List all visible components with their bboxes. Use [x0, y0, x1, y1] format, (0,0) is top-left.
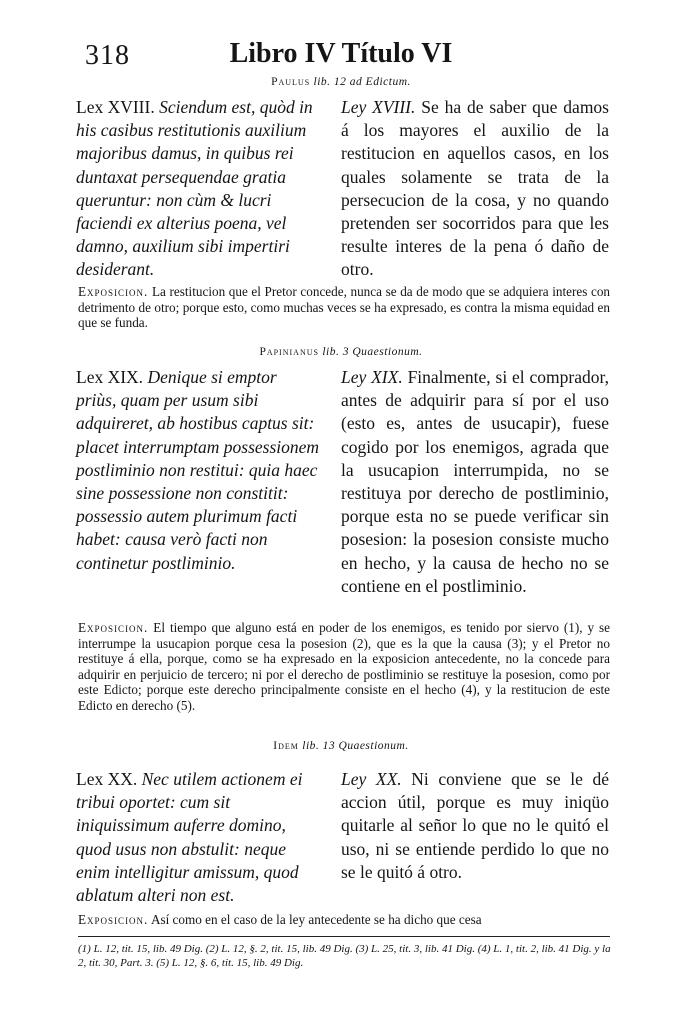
exposition-paragraph: [78, 912, 610, 928]
exposition-text: El tiempo que alguno está en poder de los enemigos, es tenido por siervo (1), y se interrumpe la usucapion porque cesa la posesion (2), que es la que la causa (3); y el Pretor no restituye á ella, porque, como se ha expresado en la exposicion antecedente, no la concede para adquirir en perjuicio de tercero; ni por el derecho de postliminio se restituye la posesion, como por este Edicto; porque este derecho principalmente consiste en el hecho (4), y la restitucion de este Edicto en derecho (5).: [78, 620, 611, 713]
spanish-column: [341, 366, 609, 598]
exposition-label: Exposicion.: [78, 284, 149, 299]
source-work: lib. 3 Quaestionum.: [322, 346, 423, 358]
footnote: (4) L. 1, tit. 2, lib. 41 Dig. y la 2, tit. 30, Part. 3.: [78, 943, 611, 969]
latin-column: [76, 96, 321, 282]
latin-column: [76, 768, 321, 907]
footnote-rule: [78, 936, 610, 937]
footnotes: [78, 942, 613, 970]
exposition-label: Exposicion.: [78, 620, 149, 635]
spanish-law-text: Se ha de saber que damos á los mayores el auxilio de la restitucion en aquellos casos, en los quales solamente se trata de la persecucion de la cosa, y no quando pretenden ser socorridos para que les resulte interes de la pena ó daño de otro.: [341, 97, 609, 280]
spanish-law-heading: Ley XIX.: [341, 367, 403, 387]
latin-law-text: Denique si emptor priùs, quam per usum sibi adquireret, ab hostibus captus sit: placet interrumptam possessionem postliminio non restitui: quia haec sine possessione non constitit: possessio autem plurimum facti habet: causa verò facti non continetur postliminio.: [76, 367, 320, 573]
spanish-law-text: Finalmente, si el comprador, antes de adquirir para sí por el uso (esto es, antes de usucapir), fuese cogido por los enemigos, agrada que la usucapion interrumpida, no se restituya por derecho de postliminio, porque esta no se puede verificar sin posesion: la posesion consiste mucho en hecho, y la causa de hecho no se contiene en el postliminio.: [341, 367, 609, 596]
running-title: Libro IV Título VI: [229, 38, 453, 69]
spanish-law-heading: Ley XVIII.: [341, 97, 416, 117]
source-author: Paulus: [271, 76, 311, 88]
latin-law-heading: Lex XIX.: [76, 367, 144, 387]
exposition-label: Exposicion.: [78, 912, 149, 927]
footnote: (1) L. 12, tit. 15, lib. 49 Dig.: [78, 943, 203, 955]
source-author: Papinianus: [259, 346, 319, 358]
source-citation: [0, 76, 682, 88]
source-author: Idem: [273, 740, 299, 752]
exposition-text: Así como en el caso de la ley antecedente se ha dicho que cesa: [150, 912, 482, 927]
source-citation: [0, 740, 682, 752]
exposition-text: La restitucion que el Pretor concede, nunca se da de modo que se adquiera interes con detrimento de otro; porque esto, como muchas veces se ha expresado, es contra la misma equidad en que se funda.: [78, 284, 611, 331]
page-number: 318: [85, 40, 130, 71]
footnote: (5) L. 12, §. 6, tit. 15, lib. 49 Dig.: [156, 957, 304, 969]
latin-law-text: Nec utilem actionem ei tribui oportet: cum sit iniquissimum auferre domino, quod usus non abstulit: neque enim intelligitur amissum, quod ablatum alteri non est.: [76, 769, 303, 906]
source-citation: [0, 346, 682, 358]
spanish-law-text: Ni conviene que se le dé accion útil, porque es muy iniqüo quitarle al señor lo que no le quitó el uso, ni se entiende perdido lo que no se le quitó á otro.: [341, 769, 610, 882]
spanish-column: [341, 96, 609, 282]
spanish-law-heading: Ley XX.: [341, 769, 402, 789]
latin-law-heading: Lex XX.: [76, 769, 138, 789]
exposition-paragraph: [78, 620, 610, 714]
spanish-column: [341, 768, 609, 884]
footnote: (2) L. 12, §. 2, tit. 15, lib. 49 Dig.: [205, 943, 353, 955]
exposition-paragraph: [78, 284, 610, 331]
latin-column: [76, 366, 321, 575]
latin-law-heading: Lex XVIII.: [76, 97, 155, 117]
footnote: (3) L. 25, tit. 3, lib. 41 Dig.: [355, 943, 475, 955]
source-work: lib. 12 ad Edictum.: [313, 76, 411, 88]
source-work: lib. 13 Quaestionum.: [302, 740, 409, 752]
latin-law-text: Sciendum est, quòd in his casibus restitutionis auxilium majoribus damus, in quibus rei duntaxat persequendae gratia queruntur: non cùm & lucri faciendi ex alterius poena, vel damno, auxilium sibi impertiri desiderant.: [76, 97, 313, 280]
